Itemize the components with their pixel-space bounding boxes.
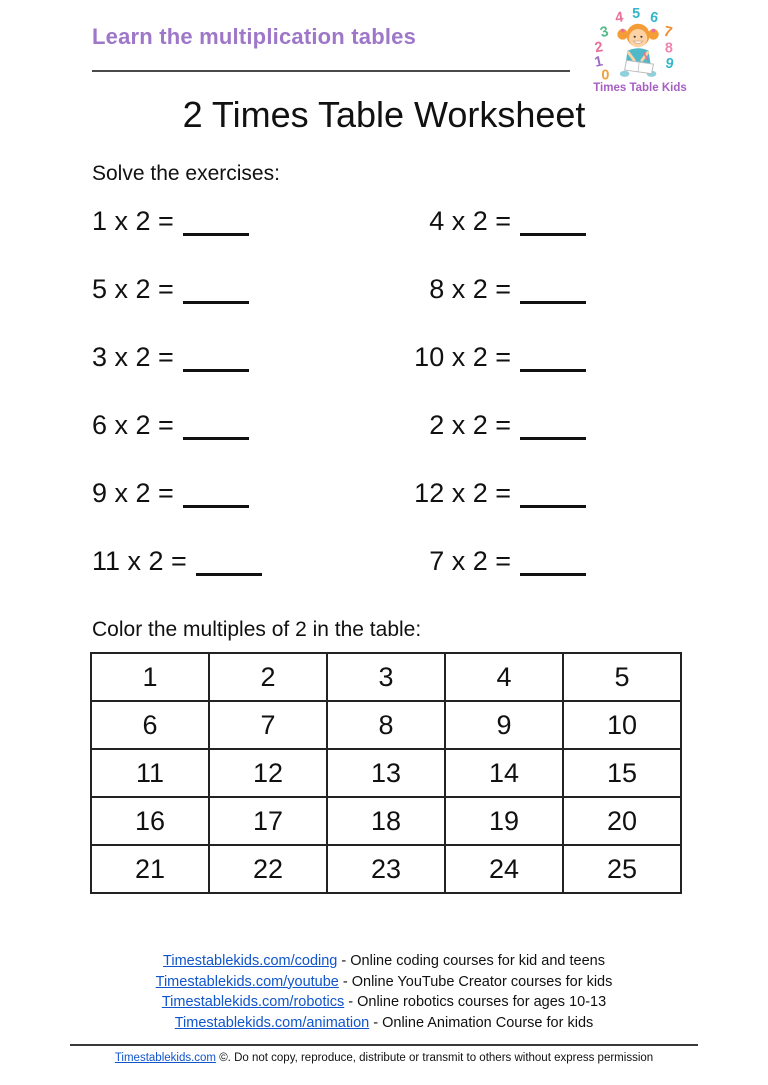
grid-cell: 4 [445, 653, 563, 701]
exercise-right [429, 205, 586, 237]
grid-cell: 13 [327, 749, 445, 797]
exercise-row [92, 409, 586, 441]
exercise-list [92, 205, 586, 613]
grid-cell: 7 [209, 701, 327, 749]
grid-row [91, 653, 681, 701]
solve-instruction: Solve the exercises: [92, 162, 280, 185]
logo-number: 6 [648, 9, 660, 27]
grid-cell: 16 [91, 797, 209, 845]
grid-cell: 8 [327, 701, 445, 749]
grid-cell: 5 [563, 653, 681, 701]
grid-row [91, 845, 681, 893]
grid-cell: 12 [209, 749, 327, 797]
grid-cell: 6 [91, 701, 209, 749]
logo-number: 7 [662, 23, 674, 42]
promo-link-description: - Online Animation Course for kids [369, 1014, 594, 1031]
exercise-equation: 8 x 2 = [429, 274, 511, 304]
exercise-left [92, 409, 249, 441]
promo-links [0, 951, 768, 1033]
logo-number: 2 [593, 39, 605, 57]
exercise-equation: 3 x 2 = [92, 342, 174, 372]
exercise-left [92, 545, 262, 577]
home-link[interactable]: Timestablekids.com [114, 1052, 217, 1064]
grid-cell: 23 [327, 845, 445, 893]
grid-cell: 9 [445, 701, 563, 749]
copyright-line [0, 1052, 768, 1064]
grid-cell: 25 [563, 845, 681, 893]
exercise-equation: 11 x 2 = [92, 546, 187, 576]
grid-cell: 1 [91, 653, 209, 701]
answer-blank [520, 301, 586, 304]
answer-blank [520, 233, 586, 236]
grid-cell: 20 [563, 797, 681, 845]
exercise-left [92, 273, 249, 305]
copyright-text: ©. Do not copy, reproduce, distribute or transmit to others without express permission [216, 1052, 654, 1064]
promo-link-description: - Online YouTube Creator courses for kids [338, 973, 613, 990]
exercise-equation: 6 x 2 = [92, 410, 174, 440]
promo-link-description: - Online coding courses for kid and teens [337, 953, 605, 969]
exercise-equation: 7 x 2 = [429, 546, 511, 576]
grid-cell: 17 [209, 797, 327, 845]
exercise-row [92, 205, 586, 237]
answer-blank [520, 369, 586, 372]
youtube-link[interactable]: Timestablekids.com/youtube [155, 973, 339, 990]
exercise-left [92, 205, 249, 237]
exercise-right [429, 273, 586, 305]
exercise-row [92, 273, 586, 305]
logo-number: 8 [664, 40, 673, 57]
grid-cell: 11 [91, 749, 209, 797]
answer-blank [183, 437, 249, 440]
exercise-row [92, 545, 586, 577]
page-tagline: Learn the multiplication tables [92, 24, 417, 49]
color-instruction: Color the multiples of 2 in the table: [92, 618, 422, 641]
grid-cell: 21 [91, 845, 209, 893]
promo-link-line [0, 1013, 768, 1034]
grid-cell: 2 [209, 653, 327, 701]
coding-link[interactable]: Timestablekids.com/coding [163, 953, 338, 969]
exercise-right [414, 341, 586, 373]
grid-cell: 3 [327, 653, 445, 701]
exercise-row [92, 477, 586, 509]
times-table-kids-logo [586, 4, 694, 94]
logo-number: 9 [664, 55, 675, 73]
exercise-row [92, 341, 586, 373]
grid-cell: 19 [445, 797, 563, 845]
robotics-link[interactable]: Timestablekids.com/robotics [161, 994, 345, 1010]
answer-blank [183, 369, 249, 372]
multiples-grid [90, 652, 682, 894]
promo-link-line [0, 992, 768, 1013]
answer-blank [183, 505, 249, 508]
grid-cell: 10 [563, 701, 681, 749]
grid-cell: 14 [445, 749, 563, 797]
exercise-equation: 12 x 2 = [414, 478, 511, 508]
exercise-equation: 5 x 2 = [92, 274, 174, 304]
exercise-right [429, 409, 586, 441]
grid-row [91, 701, 681, 749]
grid-row [91, 797, 681, 845]
answer-blank [196, 573, 262, 576]
exercise-equation: 2 x 2 = [429, 410, 511, 440]
page-title: 2 Times Table Worksheet [182, 94, 586, 135]
exercise-equation: 9 x 2 = [92, 478, 174, 508]
answer-blank [520, 573, 586, 576]
exercise-right [414, 477, 586, 509]
grid-cell: 22 [209, 845, 327, 893]
logo-number: 4 [614, 9, 625, 27]
logo-number: 0 [601, 67, 610, 82]
footer-divider [70, 1044, 698, 1046]
answer-blank [183, 233, 249, 236]
grid-cell: 15 [563, 749, 681, 797]
grid-cell: 18 [327, 797, 445, 845]
logo-number: 5 [632, 6, 641, 23]
exercise-left [92, 341, 249, 373]
animation-link[interactable]: Timestablekids.com/animation [174, 1014, 370, 1031]
grid-row [91, 749, 681, 797]
promo-link-description: - Online robotics courses for ages 10-13 [344, 994, 607, 1010]
promo-link-line [0, 972, 768, 993]
exercise-right [429, 545, 586, 577]
exercise-left [92, 477, 249, 509]
exercise-equation: 10 x 2 = [414, 342, 511, 372]
answer-blank [183, 301, 249, 304]
exercise-equation: 4 x 2 = [429, 206, 511, 236]
brand-name: Times Table Kids [593, 82, 687, 94]
logo-number: 1 [593, 53, 605, 71]
header-divider [92, 70, 570, 72]
answer-blank [520, 437, 586, 440]
logo-number: 3 [598, 23, 611, 42]
answer-blank [520, 505, 586, 508]
grid-cell: 24 [445, 845, 563, 893]
promo-link-line [0, 951, 768, 972]
kid-mascot-icon [590, 4, 690, 82]
exercise-equation: 1 x 2 = [92, 206, 174, 236]
